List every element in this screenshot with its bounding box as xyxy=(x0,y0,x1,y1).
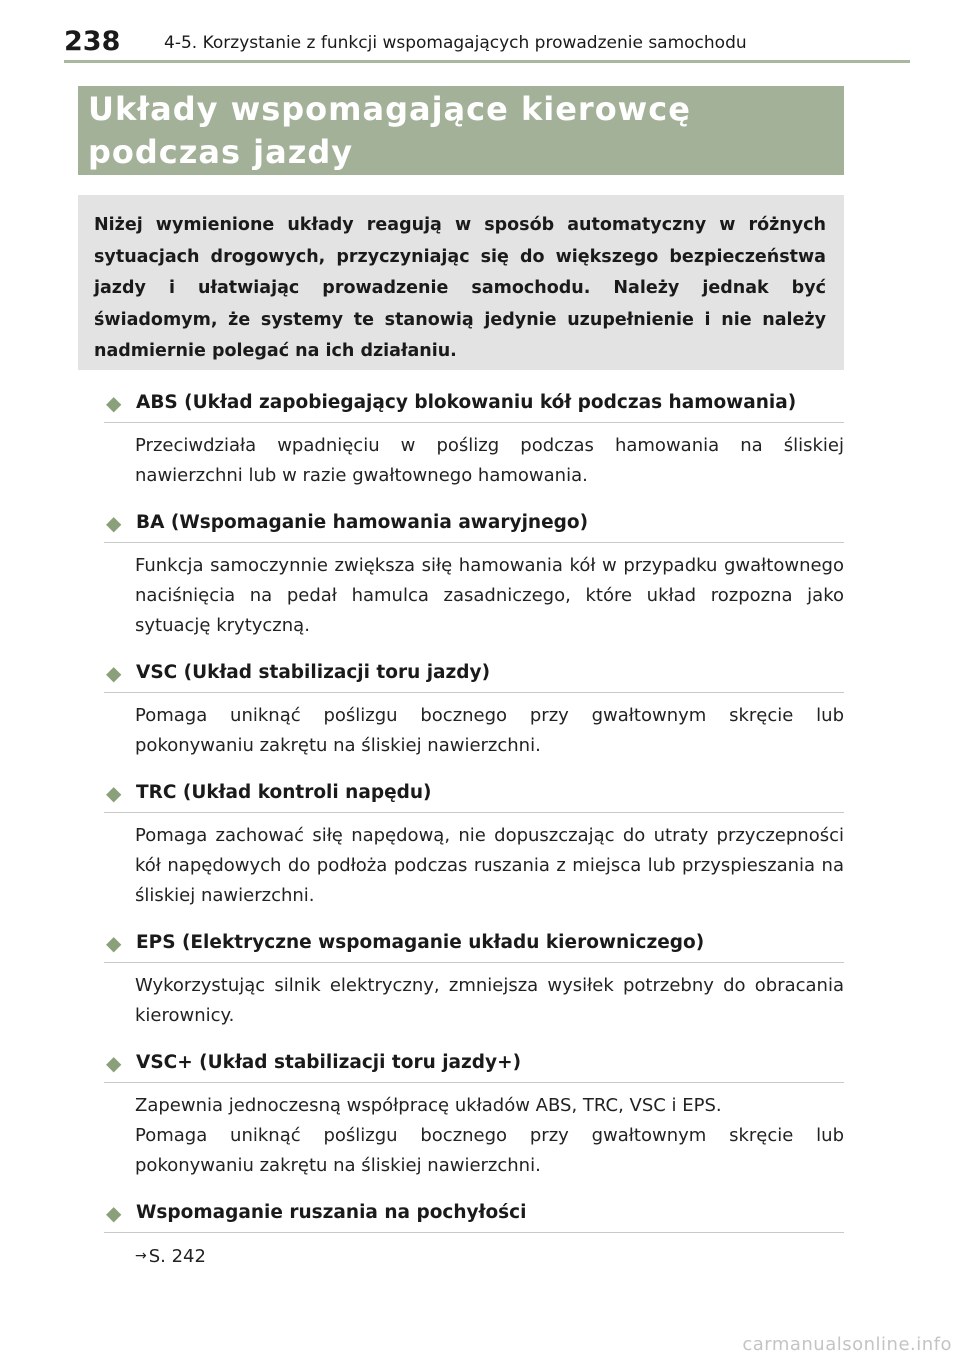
description-line: Zapewnia jednoczesną współpracę układów ABS, TRC, VSC i EPS. xyxy=(135,1095,722,1116)
feature-description xyxy=(135,1241,844,1272)
diamond-icon: ◆ xyxy=(106,1051,122,1075)
feature-title: BA (Wspomaganie hamowania awaryjnego) xyxy=(136,512,589,533)
feature-item-vsc xyxy=(104,656,844,761)
feature-divider xyxy=(104,1232,844,1233)
diamond-icon: ◆ xyxy=(106,1201,122,1225)
feature-divider xyxy=(104,812,844,813)
feature-title: Wspomaganie ruszania na pochyłości xyxy=(136,1202,527,1223)
feature-heading xyxy=(104,776,844,812)
section-title-band xyxy=(78,86,844,175)
feature-description: Funkcja samoczynnie zwiększa siłę hamowania kół w przypadku gwałtownego naciśnięcia na pedał hamulca zasadniczego, które układ rozpozna jako sytuację krytyczną. xyxy=(135,555,844,636)
feature-title: VSC (Układ stabilizacji toru jazdy) xyxy=(136,662,491,683)
watermark: carmanualsonline.info xyxy=(742,1334,952,1355)
diamond-icon: ◆ xyxy=(106,511,122,535)
feature-item-hill-start xyxy=(104,1196,844,1272)
feature-item-vsc-plus xyxy=(104,1046,844,1181)
description-line: Pomaga uniknąć poślizgu bocznego przy gwałtownym skręcie lub pokonywaniu zakrętu na śliskiej nawierzchni. xyxy=(135,1125,844,1176)
feature-divider xyxy=(104,962,844,963)
feature-item-trc xyxy=(104,776,844,911)
feature-divider xyxy=(104,542,844,543)
feature-heading xyxy=(104,386,844,422)
feature-description: Wykorzystując silnik elektryczny, zmniejsza wysiłek potrzebny do obracania kierownicy. xyxy=(135,975,844,1026)
page-number: 238 xyxy=(64,26,121,57)
feature-heading xyxy=(104,506,844,542)
feature-item-ba xyxy=(104,506,844,641)
diamond-icon: ◆ xyxy=(106,781,122,805)
feature-item-eps xyxy=(104,926,844,1031)
feature-description: Pomaga uniknąć poślizgu bocznego przy gwałtownym skręcie lub pokonywaniu zakrętu na śliskiej nawierzchni. xyxy=(135,705,844,756)
feature-heading xyxy=(104,1196,844,1232)
feature-divider xyxy=(104,692,844,693)
header-divider xyxy=(64,60,910,63)
feature-heading xyxy=(104,1046,844,1082)
feature-divider xyxy=(104,1082,844,1083)
intro-box xyxy=(78,195,844,370)
feature-title: TRC (Układ kontroli napędu) xyxy=(136,782,432,803)
section-title: Układy wspomagające kierowcę podczas jazdy xyxy=(88,90,691,171)
diamond-icon: ◆ xyxy=(106,391,122,415)
page-reference-link[interactable]: S. 242 xyxy=(148,1246,206,1267)
feature-description: Przeciwdziała wpadnięciu w poślizg podczas hamowania na śliskiej nawierzchni lub w razie gwałtownego hamowania. xyxy=(135,435,844,486)
chapter-title: 4-5. Korzystanie z funkcji wspomagających prowadzenie samochodu xyxy=(164,33,747,53)
feature-title: VSC+ (Układ stabilizacji toru jazdy+) xyxy=(136,1052,522,1073)
feature-divider xyxy=(104,422,844,423)
intro-text: Niżej wymienione układy reagują w sposób automatyczny w różnych sytuacjach drogowych, przyczyniając się do większego bezpieczeństwa jazdy i ułatwiając prowadzenie samochodu. Należy jednak być świadomym, że systemy te stanowią jedynie uzupełnienie i nie należy nadmiernie polegać na ich działaniu. xyxy=(94,215,826,361)
feature-heading xyxy=(104,656,844,692)
feature-description: Pomaga zachować siłę napędową, nie dopuszczając do utraty przyczepności kół napędowych do podłoża podczas ruszania z miejsca lub przyspieszania na śliskiej nawierzchni. xyxy=(135,825,844,906)
diamond-icon: ◆ xyxy=(106,931,122,955)
feature-title: ABS (Układ zapobiegający blokowaniu kół podczas hamowania) xyxy=(136,392,797,413)
arrow-right-icon: → xyxy=(135,1248,147,1264)
feature-description xyxy=(135,1091,844,1181)
feature-title: EPS (Elektryczne wspomaganie układu kierowniczego) xyxy=(136,932,705,953)
page-header xyxy=(64,22,910,62)
feature-heading xyxy=(104,926,844,962)
feature-item-abs xyxy=(104,386,844,491)
feature-list xyxy=(104,386,844,1287)
diamond-icon: ◆ xyxy=(106,661,122,685)
